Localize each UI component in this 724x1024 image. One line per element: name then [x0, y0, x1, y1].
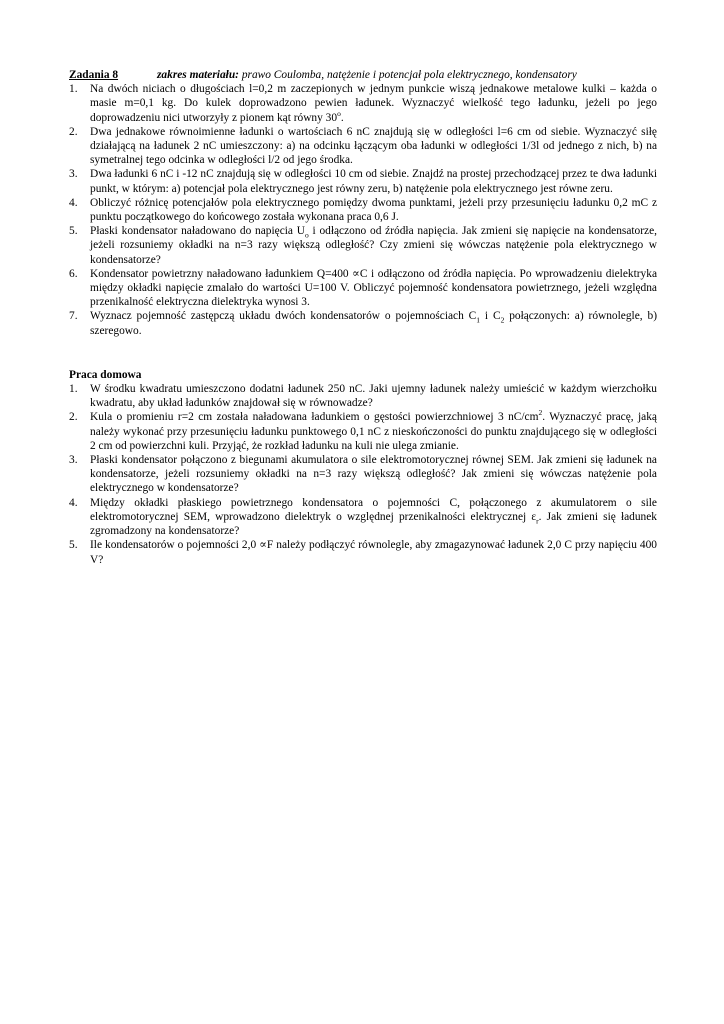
task-number: 7. — [69, 310, 78, 323]
homework-text: Między okładki płaskiego powietrznego kondensatora o pojemności C, połączonego z akumulatorem o sile elektromotorycznej SEM, wprowadzono dielektryk o względnej przenikalności elektrycznej ε — [90, 496, 657, 523]
task-item-3 — [69, 167, 657, 195]
task-item-7 — [69, 309, 657, 337]
material-scope — [157, 68, 577, 82]
degree-superscript: o — [337, 108, 341, 118]
homework-item-4 — [69, 496, 657, 539]
worksheet-title: Zadania 8 — [69, 69, 119, 81]
task-text-continued: i C — [480, 310, 501, 323]
homework-number: 2. — [69, 411, 78, 424]
task-text: Na dwóch niciach o długościach l=0,2 m zaczepionych w jednym punkcie wiszą jednakowe metalowe kulki – każda o masie m=0,1 kg. Do kulek doprowadzono pewien ładunek. Wyznaczyć wielkość tego ładunku, jeżeli po jego doprowadzeniu nici utworzyły z pionem kąt równy 30 — [90, 83, 657, 124]
capacitance-subscript-1: 1 — [476, 315, 481, 325]
task-text-continued: i odłączono od źródła napięcia. Jak zmieni się napięcie na kondensatorze, jeżeli rozsuniemy okładki na n=3 razy większą odległość? Czy zmieni się wówczas natężenie pola elektrycznego w kondensatorze? — [90, 225, 657, 266]
homework-text: Kula o promieniu r=2 cm została naładowana ładunkiem o gęstości powierzchniowej 3 nC/cm — [90, 411, 539, 424]
homework-item-5 — [69, 538, 657, 566]
homework-item-2 — [69, 410, 657, 453]
worksheet-page — [69, 68, 657, 567]
homework-number: 5. — [69, 539, 78, 552]
homework-text-continued: . Jak zmieni się ładunek zgromadzony na kondensatorze? — [90, 510, 657, 538]
task-text-end: połączonych: a) równolegle, b) szeregowo. — [90, 310, 657, 337]
voltage-subscript: o — [304, 230, 309, 240]
task-text: Dwa ładunki 6 nC i -12 nC znajdują się w odległości 10 cm od siebie. Znajdź na prostej przechodzącej przez te dwa ładunki punkt, w którym: a) potencjał pola elektrycznego jest równy zeru, b) natężenie pola elektrycznego jest równe zeru. — [90, 168, 657, 195]
homework-text: W środku kwadratu umieszczono dodatni ładunek 250 nC. Jaki ujemny ładunek należy umieścić w każdym wierzchołku kwadratu, aby układ ładunków znajdował się w równowadze? — [90, 383, 657, 410]
task-number: 2. — [69, 125, 78, 138]
task-text: Kondensator powietrzny naładowano ładunkiem Q=400 ∝C i odłączono od źródła napięcia. Po wprowadzeniu dielektryka między okładki napięcie zmalało do wartości U=100 V. Obliczyć pojemność kondensatora powietrznego, jeżeli względna przenikalność elektryczna dielektryka wynosi 3. — [90, 267, 657, 309]
task-item-6 — [69, 267, 657, 310]
task-text: Obliczyć różnicę potencjałów pola elektrycznego pomiędzy dwoma punktami, jeżeli przy przesunięciu ładunku 0,2 mC z punktu początkowego do końcowego została wykonana praca 0,6 J. — [90, 196, 657, 224]
material-scope-label: zakres materiału: — [157, 69, 239, 81]
task-number: 5. — [69, 225, 78, 238]
homework-text: Płaski kondensator połączono z biegunami akumulatora o sile elektromotorycznej równej SEM. Jak zmieni się ładunek na kondensatorze, jeżeli rozsuniemy okładki na n=3 razy większą odległość? Jak zmieni się wówczas natężenie pola elektrycznego w kondensatorze? — [90, 454, 657, 495]
homework-title: Praca domowa — [69, 368, 142, 381]
homework-text: Ile kondensatorów o pojemności 2,0 ∝F należy podłączyć równolegle, aby zmagazynować ładunek 2,0 C przy napięciu 400 V? — [90, 539, 657, 566]
homework-list — [69, 382, 657, 567]
task-item-5 — [69, 224, 657, 267]
task-number: 4. — [69, 196, 78, 209]
permittivity-subscript: r — [536, 516, 539, 526]
homework-item-3 — [69, 453, 657, 496]
worksheet-header — [69, 68, 657, 82]
task-text: Dwa jednakowe równoimienne ładunki o wartościach 6 nC znajdują się w odległości l=6 cm od siebie. Wyznaczyć siłę działającą na ładunek 2 nC umieszczony: a) na odcinku łączącym oba ładunki w odległości 1/3l od jednego z nich, b) na symetralnej tego odcinka w odległości l/2 od jego środka. — [90, 125, 657, 167]
homework-number: 1. — [69, 383, 78, 396]
task-text: Płaski kondensator naładowano do napięcia U — [90, 225, 305, 238]
task-number: 3. — [69, 168, 78, 181]
task-item-2 — [69, 125, 657, 168]
task-item-4 — [69, 196, 657, 224]
unit-superscript: 2 — [538, 408, 543, 418]
task-list — [69, 82, 657, 338]
homework-number: 3. — [69, 454, 78, 467]
material-scope-text: prawo Coulomba, natężenie i potencjał pola elektrycznego, kondensatory — [241, 69, 577, 81]
homework-text-continued: . Wyznaczyć pracę, jaką należy wykonać przy przesunięciu ładunku punktowego 0,1 nC z nieskończoności do punktu znajdującego się w odległości 2 cm od powierzchni kuli. Przyjąć, że rozkład ładunku na kuli nie ulega zmianie. — [90, 411, 657, 452]
homework-item-1 — [69, 382, 657, 410]
task-number: 6. — [69, 267, 78, 280]
capacitance-subscript-2: 2 — [500, 315, 505, 325]
task-number: 1. — [69, 83, 78, 96]
homework-number: 4. — [69, 496, 78, 509]
task-text-tail: . — [340, 111, 344, 124]
task-item-1 — [69, 82, 657, 125]
task-text: Wyznacz pojemność zastępczą układu dwóch kondensatorów o pojemnościach C — [90, 310, 477, 323]
